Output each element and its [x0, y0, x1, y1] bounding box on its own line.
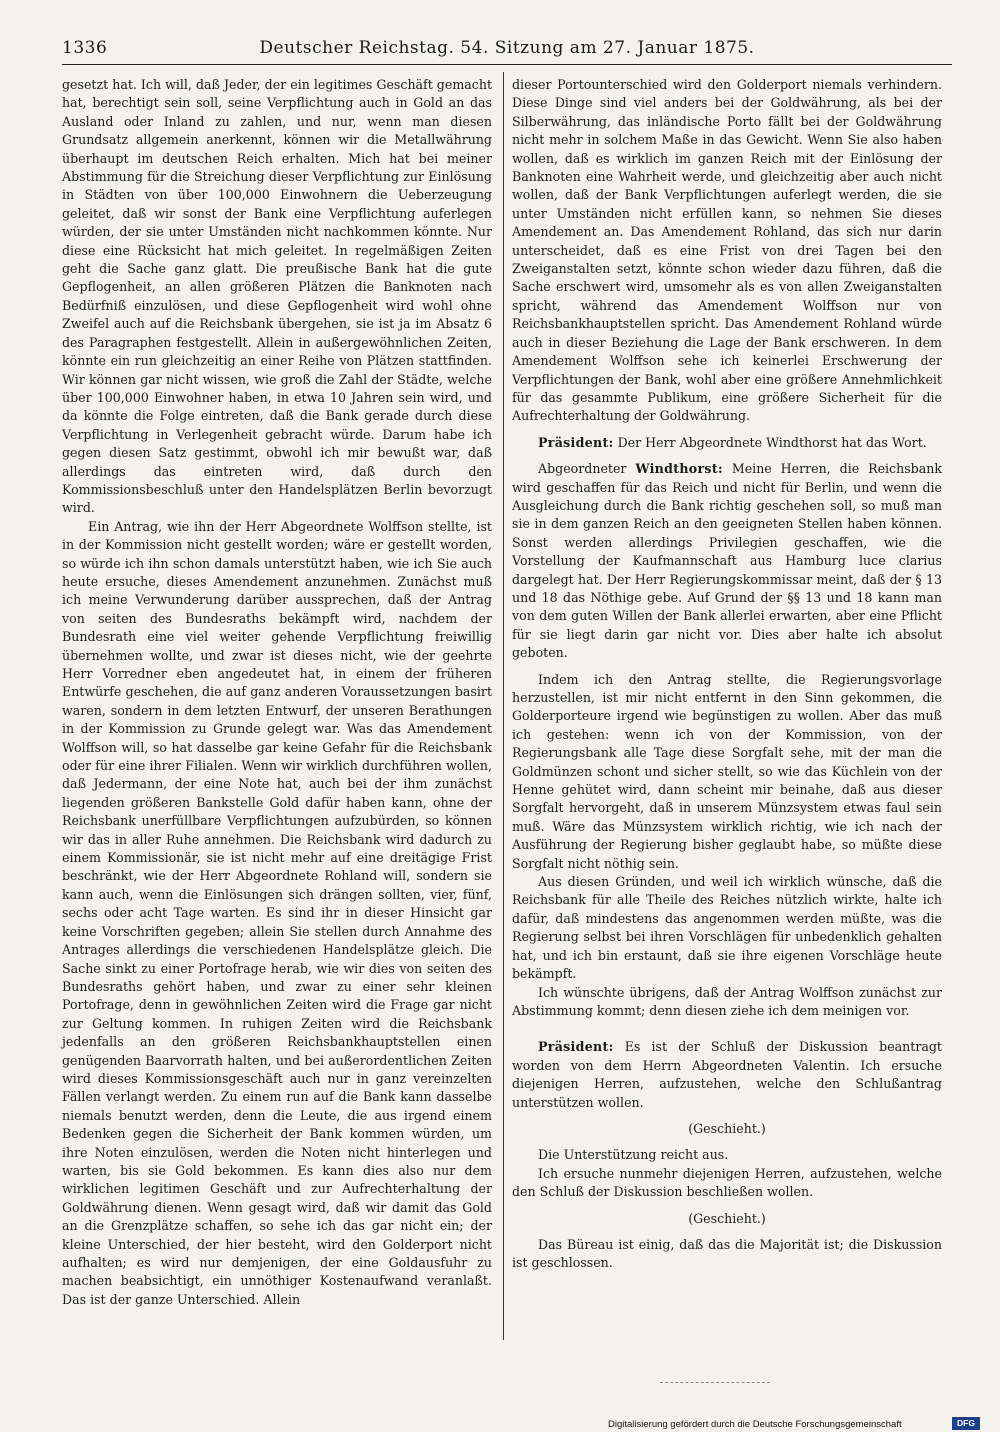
- page-title: Deutscher Reichstag. 54. Sitzung am 27. Januar 1875.: [259, 38, 755, 58]
- president-statement-2-text: Es ist der Schluß der Diskussion beantragt worden von dem Herrn Abgeordneten Valentin. Ich ersuche diejenigen Herren, aufzustehen, welche den Schlußantrag unterstützen wollen.: [512, 1039, 942, 1110]
- left-column: [62, 76, 492, 1309]
- dfg-logo: DFG: [952, 1417, 980, 1430]
- stage-direction-1: (Geschieht.): [688, 1120, 766, 1136]
- request-statement: Ich ersuche nunmehr diejenigen Herren, aufzustehen, welche den Schluß der Diskussion beschließen wollen.: [512, 1165, 942, 1200]
- page-number: 1336: [62, 38, 108, 58]
- page-header: [62, 38, 952, 66]
- president-statement-1: [512, 434, 942, 452]
- president-statement-2: [512, 1038, 942, 1112]
- windthorst-prefix: Abgeordneter: [538, 461, 636, 477]
- left-paragraph-2: Ein Antrag, wie ihn der Herr Abgeordnete Wolffson stellte, ist in der Kommission nicht gestellt worden; wäre er gestellt worden, so würde ich ihn schon damals unterstützt haben, wie ich Sie auch heute ersuche, dieses Amendement anzunehmen. Zunächst muß ich meine Verwunderung darüber aussprechen, daß der Antrag von seiten des Bundesraths bekämpft wird, nachdem der Bundesrath eine viel weiter gehende Verpflichtung freiwillig übernehmen wollte, und zwar ist dieses nicht, wie der geehrte Herr Vorredner eben angedeutet hat, in einem der früheren Entwürfe geschehen, die auf ganz anderen Voraussetzungen basirt waren, sondern in dem letzten Entwurf, der unseren Berathungen in der Kommission zu Grunde gelegt war. Was das Amendement Wolffson will, so hat dasselbe gar keine Gefahr für die Reichsbank oder für eine ihrer Filialen. Wenn wir wirklich durchführen wollen, daß Jedermann, der eine Note hat, auch bei der ihm zunächst liegenden größeren Bankstelle Gold dafür haben kann, ohne der Reichsbank unerfüllbare Verpflichtungen aufzubürden, so können wir das in aller Ruhe annehmen. Die Reichsbank wird dadurch zu einem Kommissionär, sie ist nicht mehr auf eine dreitägige Frist beschränkt, wie der Herr Abgeordnete Rohland will, sondern sie kann auch, wenn die Einlösungen sich drängen sollten, vier, fünf, sechs oder acht Tage warten. Es sind ihr in dieser Hinsicht gar keine Vorschriften gegeben; allein Sie stellen durch Annahme des Antrages allerdings die verschiedenen Handelsplätze gleich. Die Sache sinkt zu einer Portofrage herab, wie wir dies von seiten des Bundesraths gehört haben, und zwar zu einer sehr kleinen Portofrage, denn in gewöhnlichen Zeiten wird die Frage gar nicht zur Geltung kommen. In ruhigen Zeiten wird die Reichsbank jedenfalls an den größeren Reichsbankhauptstellen einen genügenden Baarvorrath halten, und bei außerordentlichen Zeiten wird dieses Kommissionsgeschäft auch nur in ganz vereinzelten Fällen verlangt werden. Zu einem run auf die Bank kann dasselbe niemals benutzt werden, denn die Leute, die aus irgend einem Bedenken gegen die Sicherheit der Bank kommen würden, um ihre Noten einzulösen, werden die Noten nicht hinterlegen und warten, bis sie Gold bekommen. Es kann dies also nur dem wirklichen legitimen Geschäft und zur Aufrechterhaltung der Goldwährung dienen. Wenn gesagt wird, daß wir damit das Gold an die Grenzplätze schaffen, so sehe ich das gar nicht ein; der kleine Unterschied, der hier besteht, wird den Golderport nicht aufhalten; es wird nur demjenigen, der eine Goldausfuhr zu machen beabsichtigt, ein unnöthiger Kostenaufwand veranlaßt. Das ist der ganze Unterschied. Allein: [62, 518, 492, 1307]
- president-statement-1-text: Der Herr Abgeordnete Windthorst hat das Wort.: [613, 434, 927, 450]
- windthorst-paragraph-3: Aus diesen Gründen, und weil ich wirklich wünsche, daß die Reichsbank für alle Theile des Reiches nützlich wirkte, halte ich dafür, daß mindestens das angenommen werden müßte, was die Regierung selbst bei ihren Vorschlägen für unbedenklich gehalten hat, und ich bin erstaunt, daß sie ihre eigenen Vorschläge heute bekämpft.: [512, 874, 942, 982]
- left-paragraph-1: gesetzt hat. Ich will, daß Jeder, der ein legitimes Geschäft gemacht hat, berechtigt sein soll, seine Verpflichtung auch in Gold an das Ausland oder Inland zu zahlen, und nur, wenn man diesen Grundsatz allgemein anerkennt, können wir die Metallwährung überhaupt im deutschen Reich erhalten. Mich hat bei meiner Abstimmung für die Streichung dieser Verpflichtung zur Einlösung in Städten von über 100,000 Einwohnern die Ueberzeugung geleitet, daß wir sonst der Bank eine Verpflichtung auferlegen würden, der sie unter Umständen nicht nachkommen könnte. Nur diese eine Rücksicht hat mich geleitet. In regelmäßigen Zeiten geht die Sache ganz glatt. Die preußische Bank hat die gute Gepflogenheit, an allen größeren Plätzen die Banknoten nach Bedürfniß einzulösen, und diese Gepflogenheit wird wohl ohne Zweifel auch auf die Reichsbank übergehen, sie ist ja im Absatz 6 des Paragraphen festgestellt. Allein in außergewöhnlichen Zeiten, könnte ein run gleichzeitig an einer Reihe von Plätzen stattfinden. Wir können gar nicht wissen, wie groß die Zahl der Städte, welche über 100,000 Einwohner haben, in etwa 10 Jahren sein wird, und da könnte die Folge eintreten, daß die Bank gerade durch diese Verpflichtung in Verlegenheit gebracht würde. Darum habe ich gegen diesen Satz gestimmt, obwohl ich mir bewußt war, daß allerdings das eintreten wird, daß durch den Kommissionsbeschluß unter den Handelsplätzen Berlin bevorzugt wird.: [62, 77, 492, 516]
- speaker-president-2: Präsident:: [538, 1039, 614, 1055]
- stage-direction-2: (Geschieht.): [688, 1210, 766, 1226]
- speaker-windthorst: Windthorst:: [635, 461, 723, 477]
- header-rule: [62, 64, 952, 65]
- support-statement: Die Unterstützung reicht aus.: [538, 1147, 729, 1163]
- windthorst-paragraph-4: Ich wünschte übrigens, daß der Antrag Wolffson zunächst zur Abstimmung kommt; denn diesen ziehe ich dem meinigen vor.: [512, 984, 942, 1018]
- windthorst-paragraph-1: [512, 460, 942, 662]
- digitization-credit: Digitalisierung gefördert durch die Deutsche Forschungsgemeinschaft: [608, 1419, 902, 1430]
- right-paragraph-1: dieser Portounterschied wird den Golderport niemals verhindern. Diese Dinge sind viel anders bei der Goldwährung, als bei der Silberwährung, das inländische Porto fällt bei der Goldwährung nicht mehr in solchem Maße in das Gewicht. Wenn Sie also haben wollen, daß es wirklich im ganzen Reich mit der Einlösung der Banknoten eine Wahrheit werde, und gleichzeitig aber auch nicht wollen, daß der Bank Verpflichtungen auferlegt werden, die sie unter Umständen nicht erfüllen kann, so nehmen Sie dieses Amendement an. Das Amendement Rohland, das sich nur darin unterscheidet, daß es eine Frist von drei Tagen bei den Zweiganstalten setzt, könnte schon wieder dazu führen, daß die Sache erschwert wird, umsomehr als es von allen Zweiganstalten spricht, während das Amendement Wolffson nur von Reichsbankhauptstellen spricht. Das Amendement Rohland würde auch in dieser Beziehung die Lage der Bank erschweren. In dem Amendement Wolffson sehe ich keinerlei Erschwerung der Verpflichtungen der Bank, wohl aber eine größere Annehmlichkeit für das gesammte Publikum, eine größere Sicherheit für die Aufrechterhaltung der Goldwährung.: [512, 77, 942, 424]
- windthorst-paragraph-1-text: Meine Herren, die Reichsbank wird geschaffen für das Reich und nicht für Berlin, und wenn die Ausgleichung durch die Bank richtig geschehen soll, so muß man sie in dem ganzen Reich an den geeigneten Stellen haben können. Sonst werden allerdings Privilegien geschaffen, wie die Vorstellung der Kaufmannschaft aus Hamburg luce clarius dargelegt hat. Der Herr Regierungskommissar meint, daß der § 13 und 18 das Nöthige gebe. Auf Grund der §§ 13 und 18 kann man von dem guten Willen der Bank allerlei erwarten, aber eine Pflicht für sie liegt darin gar nicht vor. Dies aber halte ich absolut geboten.: [512, 461, 942, 661]
- result-statement: Das Büreau ist einig, daß das die Majorität ist; die Diskussion ist geschlossen.: [512, 1236, 942, 1271]
- windthorst-paragraph-2: Indem ich den Antrag stellte, die Regierungsvorlage herzustellen, ist mir nicht entfernt in den Sinn gekommen, die Golderporteure irgend wie begünstigen zu wollen. Aber das muß ich gestehen: wenn ich von der Kommission, von der Regierungsbank alle Tage diese Sorgfalt sehe, mit der man die Goldmünzen schont und sicher stellt, so wie das Küchlein von der Henne gehütet wird, dann scheint mir beinahe, daß aus dieser Sorgfalt hervorgeht, daß in unserem Münzsystem etwas faul sein muß. Wäre das Münzsystem wirklich richtig, wie ich nach der Ausführung der Regierung bisher geglaubt habe, so müßte diese Sorgfalt nicht nöthig sein.: [512, 671, 942, 871]
- scan-artifact: [660, 1382, 770, 1389]
- right-column: [512, 76, 942, 1273]
- speaker-president: Präsident:: [538, 434, 614, 450]
- column-divider: [503, 72, 504, 1340]
